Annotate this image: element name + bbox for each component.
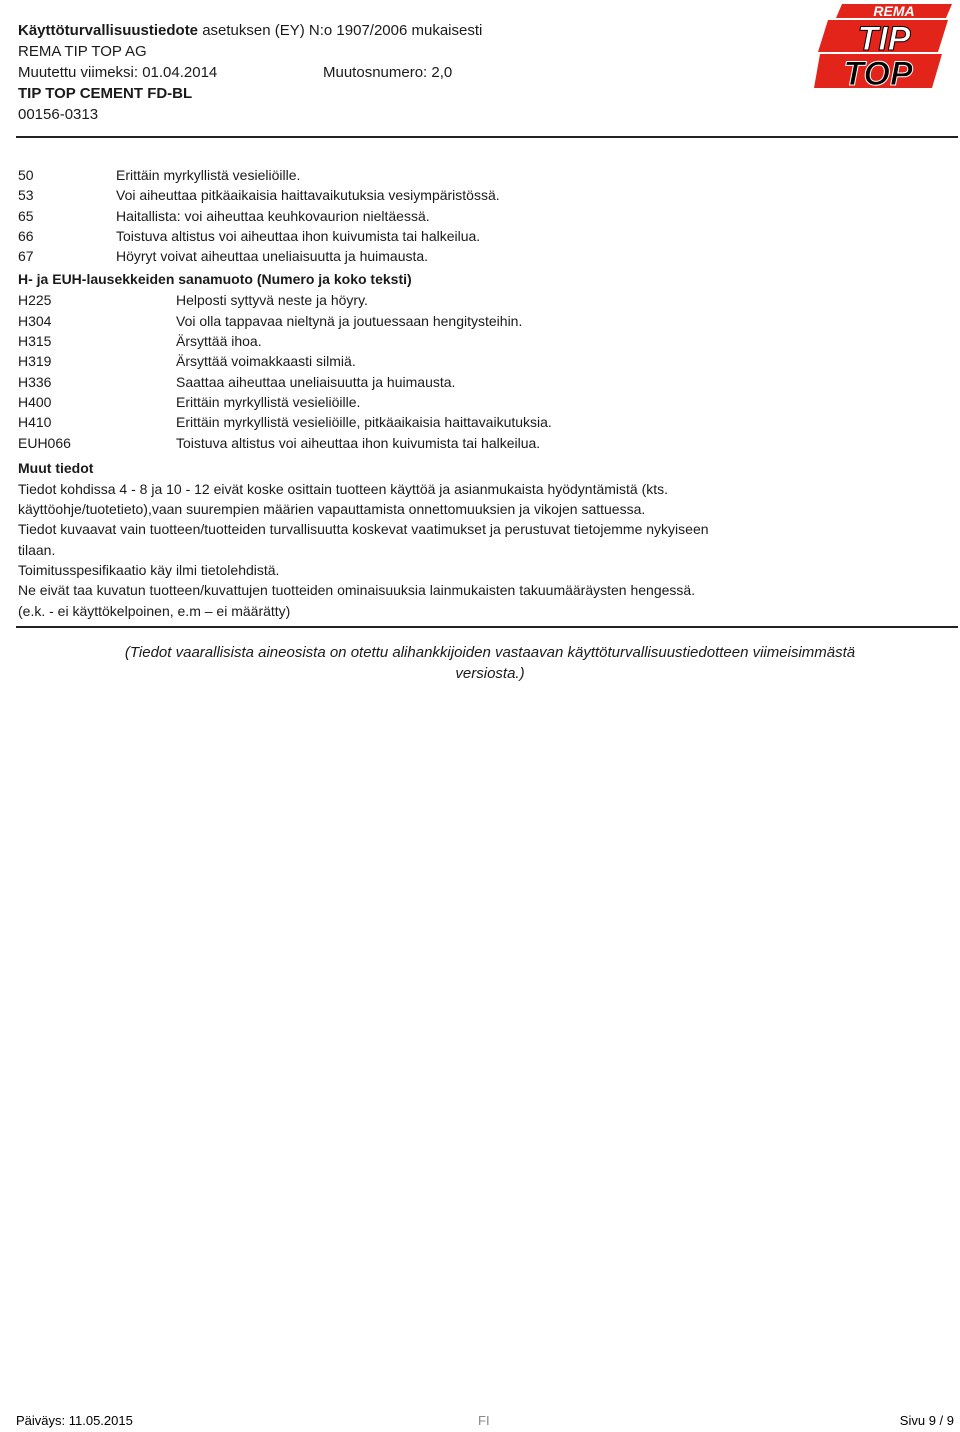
h-phrase-code: H410: [18, 414, 52, 431]
r-phrase-code: 66: [18, 227, 34, 244]
h-phrase-row: [18, 351, 948, 371]
h-phrase-text: Voi olla tappavaa nieltynä ja joutuessaan hengitysteihin.: [176, 312, 523, 329]
h-phrase-text: Erittäin myrkyllistä vesieliöille.: [176, 393, 361, 410]
product-number: 00156-0313: [18, 106, 99, 123]
r-phrase-row: [18, 226, 948, 246]
source-note-line1: (Tiedot vaarallisista aineosista on otettu alihankkijoiden vastaavan käyttöturvallisuustiedotteen viimeisimmästä: [124, 644, 856, 661]
r-phrase-code: 53: [18, 187, 34, 204]
r-phrase-code: 67: [18, 248, 34, 265]
h-phrase-code: EUH066: [18, 434, 71, 451]
h-phrase-text: Ärsyttää voimakkaasti silmiä.: [176, 353, 356, 370]
other-info-title: Muut tiedot: [18, 459, 94, 476]
h-phrase-text: Toistuva altistus voi aiheuttaa ihon kuivumista tai halkeilua.: [176, 434, 541, 451]
logo-line2: TOP: [843, 55, 913, 90]
company-name: REMA TIP TOP AG: [18, 43, 147, 60]
h-phrase-text: Helposti syttyvä neste ja höyry.: [176, 292, 368, 309]
source-note-line2: versiosta.): [455, 665, 525, 682]
r-phrase-row: [18, 206, 948, 226]
footer-page-number: Sivu 9 / 9: [899, 1413, 954, 1428]
h-phrase-row: [18, 331, 948, 351]
rema-tip-top-logo: [814, 4, 952, 90]
modified-row: [18, 62, 818, 83]
document-body: [18, 165, 948, 621]
h-phrase-code: H315: [18, 333, 52, 350]
h-phrase-row: [18, 372, 948, 392]
revision-number: Muutosnumero: 2,0: [323, 64, 453, 81]
page-footer: [16, 1413, 954, 1431]
other-info-line: Toimitusspesifikaatio käy ilmi tietolehdistä.: [18, 562, 280, 579]
r-phrase-text: Erittäin myrkyllistä vesieliöille.: [116, 167, 301, 183]
r-phrase-row: [18, 246, 948, 266]
logo-top-text: REMA: [873, 4, 915, 19]
r-phrase-code: 50: [18, 167, 34, 183]
modified-date: Muutettu viimeksi: 01.04.2014: [18, 64, 218, 81]
header-title: Käyttöturvallisuustiedote asetuksen (EY) N:o 1907/2006 mukaisesti: [18, 22, 483, 39]
h-phrase-text: Saattaa aiheuttaa uneliaisuutta ja huimausta.: [176, 373, 456, 390]
other-info-line: Tiedot kohdissa 4 - 8 ja 10 - 12 eivät koske osittain tuotteen käyttöä ja asianmukaista hyödyntämistä (kts.: [18, 480, 669, 497]
other-info-lines: [18, 479, 948, 621]
header-divider: [16, 136, 958, 138]
r-phrase-text: Toistuva altistus voi aiheuttaa ihon kuivumista tai halkeilua.: [116, 227, 481, 244]
h-phrase-row: [18, 311, 948, 331]
footer-date: Päiväys: 11.05.2015: [16, 1413, 133, 1428]
h-phrase-code: H319: [18, 353, 52, 370]
r-phrase-text: Voi aiheuttaa pitkäaikaisia haittavaikutuksia vesiympäristössä.: [116, 187, 500, 204]
section-divider: [16, 626, 958, 628]
r-phrase-code: 65: [18, 207, 34, 224]
other-info-line: käyttöohje/tuotetieto),vaan suurempien määrien vapauttamista onnettomuuksien ja vikojen sattuessa.: [18, 501, 646, 518]
other-info-line: Tiedot kuvaavat vain tuotteen/tuotteiden turvallisuutta koskevat vaatimukset ja perustuvat tietojemme nykyiseen: [18, 521, 709, 538]
r-phrase-row: [18, 185, 948, 205]
h-phrase-code: H304: [18, 312, 52, 329]
h-phrase-row: [18, 412, 948, 432]
footer-language: FI: [478, 1413, 490, 1428]
other-info-line: tilaan.: [18, 541, 56, 558]
h-phrase-code: H400: [18, 393, 52, 410]
h-phrase-text: Erittäin myrkyllistä vesieliöille, pitkäaikaisia haittavaikutuksia.: [176, 414, 552, 431]
r-phrase-text: Haitallista: voi aiheuttaa keuhkovaurion nieltäessä.: [116, 207, 430, 224]
h-phrase-list: [18, 290, 948, 452]
logo-line1: TIP: [857, 20, 911, 58]
h-section-title: H- ja EUH-lausekkeiden sanamuoto (Numero ja koko teksti): [18, 271, 412, 288]
r-phrase-text: Höyryt voivat aiheuttaa uneliaisuutta ja huimausta.: [116, 248, 429, 265]
source-note: [60, 642, 920, 684]
other-info-line: (e.k. - ei käyttökelpoinen, e.m – ei määrätty): [18, 602, 291, 619]
h-phrase-code: H225: [18, 292, 52, 309]
h-phrase-row: [18, 392, 948, 412]
r-phrase-row: [18, 165, 948, 185]
other-info-line: Ne eivät taa kuvatun tuotteen/kuvattujen tuotteiden ominaisuuksia lainmukaisten takuumääräysten hengessä.: [18, 582, 696, 599]
r-phrase-list: [18, 165, 948, 266]
h-phrase-row: [18, 433, 948, 453]
h-phrase-code: H336: [18, 373, 52, 390]
product-name: TIP TOP CEMENT FD-BL: [18, 85, 193, 102]
document-header: [18, 20, 818, 125]
h-phrase-text: Ärsyttää ihoa.: [176, 333, 262, 350]
h-phrase-row: [18, 290, 948, 310]
other-info-section: [18, 457, 948, 621]
